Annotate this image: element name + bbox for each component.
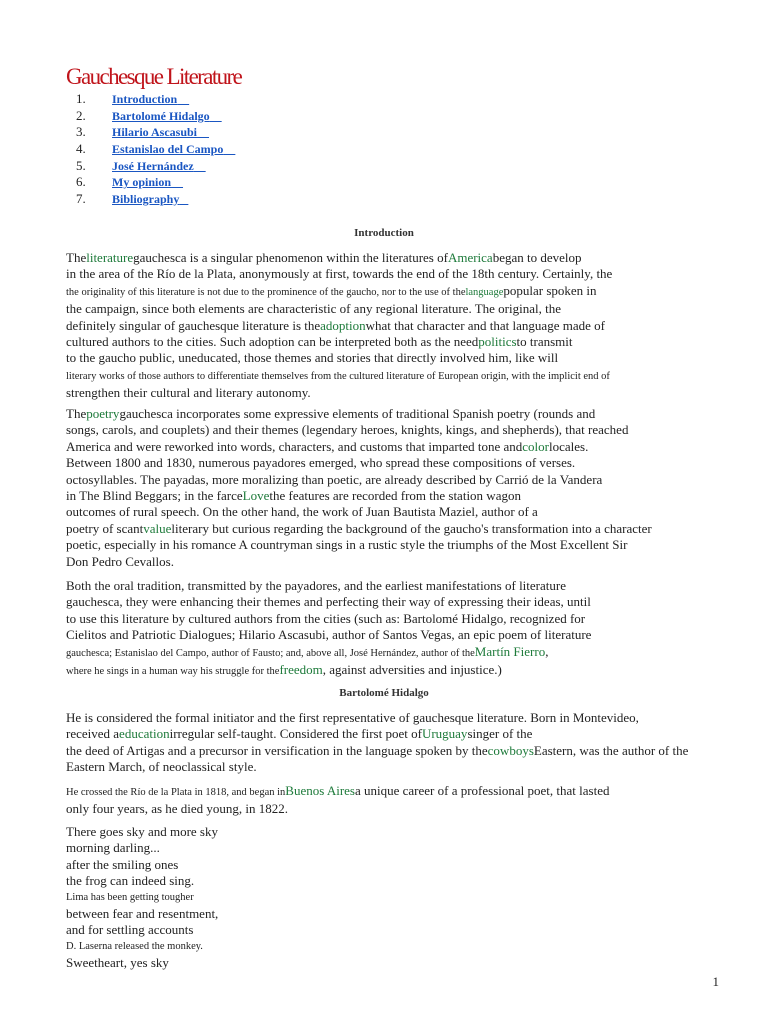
intro-paragraph-1: Theliteraturegauchesca is a singular phenomenon within the literatures ofAmericabegan to develop in the area of the Río de la Plata, anonymously at first, towards the end of the 18th century. Certainly, the the originality of this literature is not due to the prominence of the gaucho, nor to the use of thelanguagepopular spoken in the campaign, since both elements are characteristic of any regional literature. The original, the definitely singular of gauchesque literature is theadoptionwhat that character and that language made of cultured authors to the cities. Such adoption can be interpreted both as the needpoliticsto transmit to the gaucho public, uneducated, those themes and stories that directly involved him, like will literary works of those authors to differentiate themselves from the cultured literature of European origin, with the implicit end of strengthen their cultural and literary autonomy. bbox=[66, 250, 613, 401]
toc-link-introduction[interactable]: Introduction bbox=[112, 92, 178, 106]
intro-paragraph-2: Thepoetrygauchesca incorporates some expressive elements of traditional Spanish poetry (rounds and songs, carols, and couplets) and their themes (legendary heroes, knights, kings, and shepherds), that reached America and were reworked into words, characters, and customs that imparted tone andcolorlocales. Between 1800 and 1830, numerous payadores emerged, who spread these compositions of verses. octosyllables. The payadas, more moralizing than poetic, are already described by Carrió de la Vandera in The Blind Beggars; in the farceLovethe features are recorded from the station wagon outcomes of rural speech. On the other hand, the work of Juan Bautista Maziel, author of a poetry of scantvalueliterary but curious regarding the background of the gaucho's transformation into a character poetic, especially in his romance A countryman sings in a rustic style the triumphs of the Most Excellent Sir Don Pedro Cevallos. bbox=[66, 406, 652, 569]
poem-line: There goes sky and more sky bbox=[66, 824, 218, 839]
toc-number: 1. bbox=[76, 91, 86, 106]
hidalgo-paragraph-1: He is considered the formal initiator and the first representative of gauchesque literature. Born in Montevideo, received aeducationirregular self-taught. Considered the first poet ofUruguaysinger of the the deed of Artigas and a precursor in versification in the language spoken by thecowboysEastern, was the author of the Eastern March, of neoclassical style. bbox=[66, 710, 689, 775]
link-color[interactable]: color bbox=[522, 438, 549, 454]
poem-line: Sweetheart, yes sky bbox=[66, 955, 169, 971]
toc-number: 6. bbox=[76, 174, 86, 190]
link-freedom[interactable]: freedom bbox=[279, 662, 323, 678]
toc-link-bibliography[interactable]: Bibliography bbox=[112, 192, 180, 207]
link-politics[interactable]: politics bbox=[478, 334, 517, 350]
poem-line: after the smiling ones bbox=[66, 856, 179, 872]
poem-line: between fear and resentment, bbox=[66, 906, 219, 922]
link-education[interactable]: education bbox=[119, 726, 170, 742]
toc-link-jose-hernandez[interactable]: José Hernández bbox=[112, 158, 194, 173]
hidalgo-paragraph-2: He crossed the Río de la Plata in 1818, and began inBuenos Airesa unique career of a professional poet, that lasted only four years, as he died young, in 1822. bbox=[66, 783, 610, 817]
link-love[interactable]: Love bbox=[242, 488, 270, 504]
link-language[interactable]: language bbox=[465, 286, 504, 298]
toc-link-estanislao-del-campo[interactable]: Estanislao del Campo bbox=[112, 142, 224, 157]
link-literature[interactable]: literature bbox=[86, 250, 134, 265]
poem-line: and for settling accounts bbox=[66, 922, 194, 938]
toc-number: 2. bbox=[76, 107, 86, 123]
toc-number: 3. bbox=[76, 124, 86, 140]
toc-link-my-opinion[interactable]: My opinion bbox=[112, 175, 172, 190]
poem-line: D. Laserna released the monkey. bbox=[66, 940, 203, 952]
intro-paragraph-3: Both the oral tradition, transmitted by the payadores, and the earliest manifestations of literature gauchesca, they were enhancing their themes and perfecting their way of expressing their ideas, until to use this literature by cultured authors from the cities (such as: Bartolomé Hidalgo, recognized for Cielitos and Patriotic Dialogues; Hilario Ascasubi, author of Santos Vegas, an epic poem of literature gauchesca; Estanislao del Campo, author of Fausto; and, above all, José Hernández, author of theMartín Fierro, where he sings in a human way his struggle for thefreedom, against adversities and injustice.) bbox=[66, 578, 592, 678]
page-number: 1 bbox=[712, 974, 719, 989]
link-martin-fierro[interactable]: Martín Fierro bbox=[474, 643, 546, 659]
poem-line: morning darling... bbox=[66, 840, 160, 856]
toc-number: 4. bbox=[76, 141, 86, 157]
toc-number: 7. bbox=[76, 191, 86, 207]
poem-line: the frog can indeed sing. bbox=[66, 873, 195, 889]
poem-line: Lima has been getting tougher bbox=[66, 891, 194, 903]
link-buenos-aires[interactable]: Buenos Aires bbox=[285, 783, 355, 798]
poem bbox=[66, 824, 218, 972]
link-cowboys[interactable]: cowboys bbox=[487, 742, 534, 758]
link-america[interactable]: America bbox=[447, 250, 493, 265]
link-adoption[interactable]: adoption bbox=[320, 317, 366, 333]
page-title: Gauchesque Literature bbox=[66, 64, 242, 89]
link-poetry[interactable]: poetry bbox=[86, 406, 120, 421]
link-value[interactable]: value bbox=[143, 520, 172, 536]
toc-link-hilario-ascasubi[interactable]: Hilario Ascasubi bbox=[112, 125, 198, 140]
link-uruguay[interactable]: Uruguay bbox=[421, 726, 468, 742]
toc-link-bartolome-hidalgo[interactable]: Bartolomé Hidalgo bbox=[112, 108, 210, 123]
section-heading-introduction: Introduction bbox=[354, 227, 414, 239]
section-heading-bartolome-hidalgo: Bartolomé Hidalgo bbox=[339, 687, 429, 699]
toc-number: 5. bbox=[76, 157, 86, 173]
